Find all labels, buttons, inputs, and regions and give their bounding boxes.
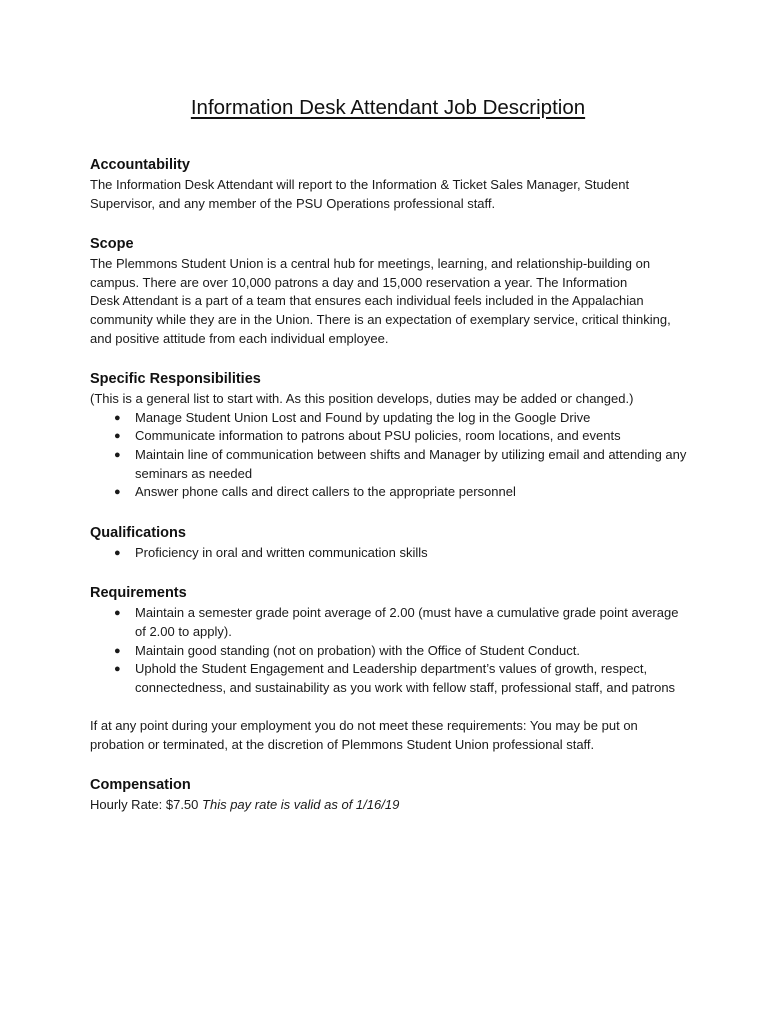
document-title: Information Desk Attendant Job Description [190,96,586,119]
list-item-text: Communicate information to patrons about PSU policies, room locations, and events [135,428,621,444]
list-item-text: Uphold the Student Engagement and Leadership department’s values of growth, respect, connectedness, and sustainability as you work with fellow staff, professional staff, and patrons [135,661,676,695]
qualifications-heading: Qualifications [90,524,186,541]
list-item-text: Answer phone calls and direct callers to the appropriate personnel [135,484,516,500]
hourly-rate: Hourly Rate: $7.50 [90,797,199,813]
section-compensation [90,774,690,815]
list-item [90,427,690,446]
bullet-icon: ● [114,644,121,657]
bullet-icon: ● [114,430,121,443]
list-item-text: Maintain good standing (not on probation) with the Office of Student Conduct. [135,642,580,658]
scope-heading: Scope [90,236,134,253]
responsibilities-intro: (This is a general list to start with. As this position develops, duties may be added or changed.) [90,391,634,407]
list-item [90,604,690,641]
notice-text: If at any point during your employment you do not meet these requirements: You may be put on probation or terminated, at the discretion of Plemmons Student Union professional staff. [90,718,638,752]
list-item [90,544,690,563]
qualifications-list [90,544,690,563]
bullet-icon: ● [114,411,121,424]
list-item [90,409,690,428]
bullet-icon: ● [114,607,121,620]
list-item-text: Maintain line of communication between shifts and Manager by utilizing email and attending any seminars as needed [135,446,687,481]
requirements-notice [90,717,690,754]
bullet-icon: ● [114,448,121,461]
section-accountability [90,154,690,213]
section-qualifications [90,522,690,563]
scope-body-line2: Desk Attendant is a part of a team that ensures each individual feels included in the Appalachian community while they are in the Union. There is an expectation of exemplary service, critical thinking, and positive attitude from each individual employee. [90,293,671,346]
compensation-heading: Compensation [90,777,191,794]
accountability-heading: Accountability [90,157,190,173]
section-requirements [90,582,690,697]
list-item-text: Proficiency in oral and written communication skills [135,544,428,560]
list-item [90,483,690,502]
requirements-list [90,604,690,697]
list-item-text: Manage Student Union Lost and Found by updating the log in the Google Drive [135,409,591,425]
section-responsibilities [90,368,690,502]
responsibilities-heading: Specific Responsibilities [90,371,261,388]
section-scope [90,233,690,348]
bullet-icon: ● [114,486,121,499]
compensation-line [90,796,690,815]
bullet-icon: ● [114,546,121,559]
list-item [90,660,690,697]
pay-rate-note: This pay rate is valid as of 1/16/19 [202,797,400,813]
scope-body-line1: The Plemmons Student Union is a central hub for meetings, learning, and relationship-building on campus. There are over 10,000 patrons a day and 15,000 reservation a year. The Information [90,256,651,290]
bullet-icon: ● [114,663,121,676]
list-item [90,642,690,661]
list-item [90,446,690,483]
responsibilities-list [90,409,690,502]
requirements-heading: Requirements [90,585,187,602]
list-item-text: Maintain a semester grade point average of 2.00 (must have a cumulative grade point average of 2.00 to apply). [135,605,679,639]
document-page [90,96,690,835]
accountability-body: The Information Desk Attendant will report to the Information & Ticket Sales Manager, Student Supervisor, and any member of the PSU Operations professional staff. [90,177,630,211]
